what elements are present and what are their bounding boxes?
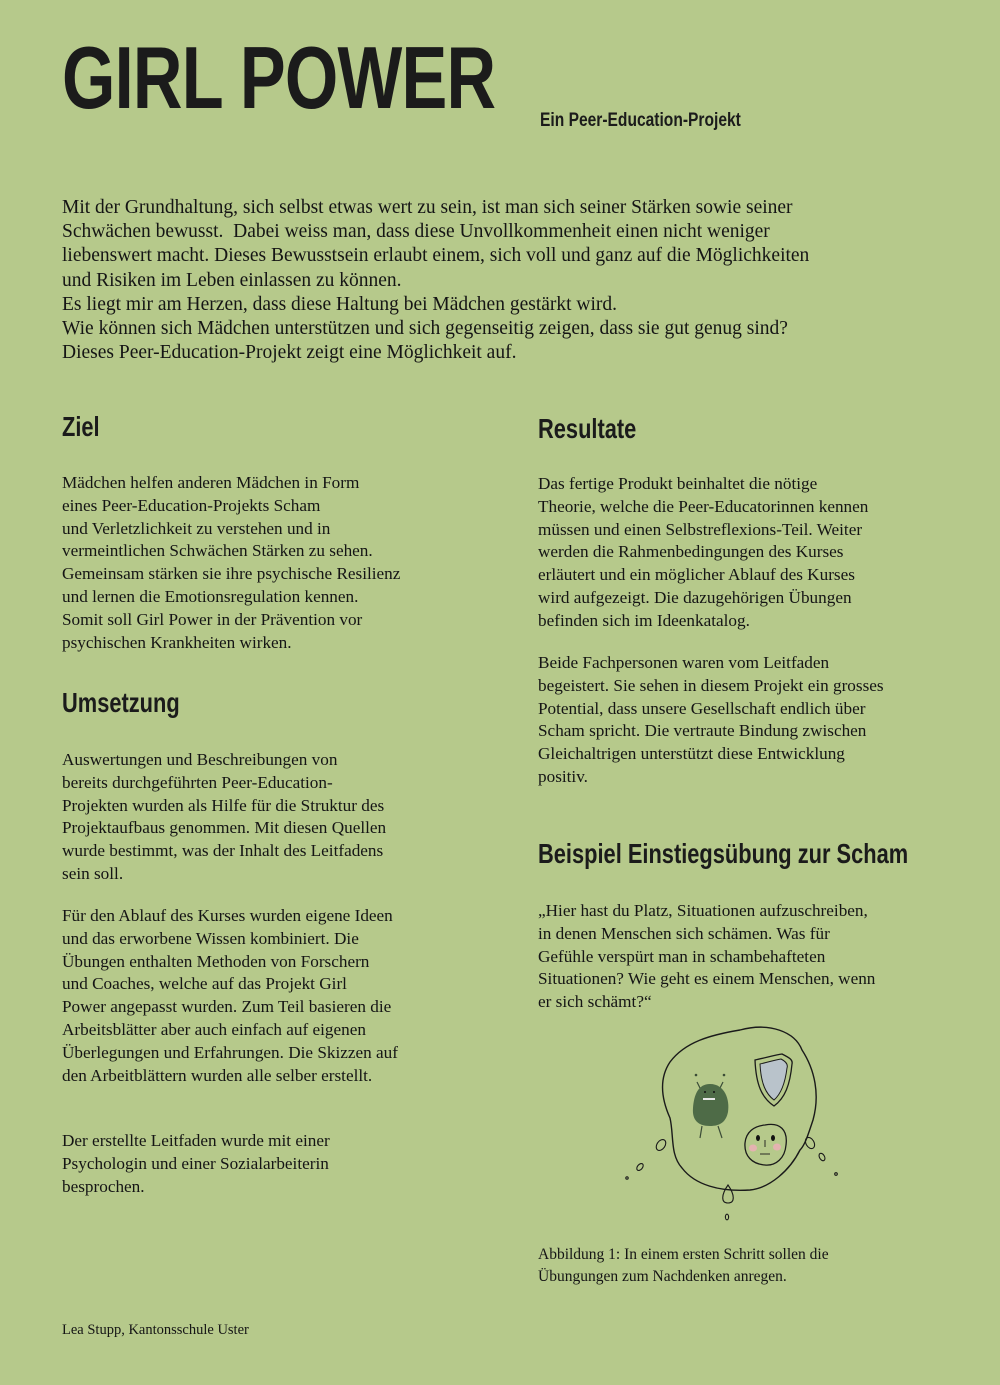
text-line: und das erworbene Wissen kombiniert. Die — [62, 928, 359, 948]
text-line: Gleichaltrigen unterstützt diese Entwicklung — [538, 744, 845, 764]
heading-ziel: Ziel — [62, 411, 100, 442]
text-line: befinden sich im Ideenkatalog. — [538, 610, 750, 630]
ziel-text — [62, 472, 482, 654]
beispiel-quote — [538, 900, 948, 1014]
resultate-paragraph-2 — [538, 652, 948, 789]
intro-line: Wie können sich Mädchen unterstützen und sich gegenseitig zeigen, dass sie gut genug sind? — [62, 318, 788, 340]
text-line: Gemeinsam stärken sie ihre psychische Resilienz — [62, 564, 401, 584]
text-line: wurde bestimmt, was der Inhalt des Leitfadens — [62, 841, 384, 861]
text-line: Projektaufbaus genommen. Mit diesen Quellen — [62, 818, 387, 838]
umsetzung-paragraph-3 — [62, 1130, 482, 1198]
figure-caption — [538, 1244, 938, 1287]
text-line: Power angepasst wurden. Zum Teil basieren die — [62, 997, 392, 1017]
text-line: positiv. — [538, 766, 588, 786]
umsetzung-paragraph-2 — [62, 905, 482, 1087]
text-line: den Arbeitblättern wurden alle selber erstellt. — [62, 1065, 373, 1085]
text-line: Überlegungen und Erfahrungen. Die Skizzen auf — [62, 1042, 398, 1062]
text-line: wird aufgezeigt. Die dazugehörigen Übungen — [538, 587, 852, 607]
text-line: Gefühle verspürt man in schambehafteten — [538, 946, 826, 966]
text-line: Mädchen helfen anderen Mädchen in Form — [62, 473, 360, 492]
smiling-face-icon — [745, 1124, 786, 1165]
page-title: GIRL POWER — [62, 28, 496, 127]
thought-bubble-outline — [662, 1027, 816, 1190]
droplets — [626, 1136, 838, 1220]
caption-line: Übungungen zum Nachdenken anregen. — [538, 1267, 787, 1285]
shield-icon — [755, 1054, 792, 1106]
text-line: müssen und einen Selbstreflexions-Teil. Weiter — [538, 519, 863, 539]
text-line: Das fertige Produkt beinhaltet die nötige — [538, 474, 818, 493]
text-line: Der erstellte Leitfaden wurde mit einer — [62, 1131, 330, 1150]
text-line: sein soll. — [62, 863, 124, 883]
text-line: in denen Menschen sich schämen. Was für — [538, 923, 830, 943]
text-line: werden die Rahmenbedingungen des Kurses — [538, 542, 844, 562]
resultate-paragraph-1 — [538, 473, 948, 633]
text-line: Projekten wurden als Hilfe für die Struktur des — [62, 795, 385, 815]
intro-line: Es liegt mir am Herzen, dass diese Haltung bei Mädchen gestärkt wird. — [62, 293, 618, 315]
intro-text — [62, 196, 942, 365]
umsetzung-paragraph-1 — [62, 749, 482, 886]
intro-line: Dieses Peer-Education-Projekt zeigt eine Möglichkeit auf. — [62, 342, 517, 364]
text-line: Scham spricht. Die vertraute Bindung zwischen — [538, 721, 867, 741]
text-line: „Hier hast du Platz, Situationen aufzuschreiben, — [538, 901, 868, 920]
text-line: eines Peer-Education-Projekts Scham — [62, 495, 321, 515]
heading-beispiel: Beispiel Einstiegsübung zur Scham — [538, 838, 909, 869]
text-line: Theorie, welche die Peer-Educatorinnen kennen — [538, 496, 869, 516]
text-line: Arbeitsblätter aber auch einfach auf eigenen — [62, 1019, 366, 1039]
heading-umsetzung: Umsetzung — [62, 687, 180, 718]
footer-credit: Lea Stupp, Kantonsschule Uster — [62, 1322, 249, 1338]
intro-line: Schwächen bewusst. Dabei weiss man, dass diese Unvollkommenheit einen nicht weniger — [62, 221, 770, 243]
page-subtitle: Ein Peer-Education-Projekt — [540, 110, 741, 131]
text-line: Übungen enthalten Methoden von Forschern — [62, 951, 370, 971]
text-line: erläutert und ein möglicher Ablauf des Kurses — [538, 565, 855, 585]
text-line: Beide Fachpersonen waren vom Leitfaden — [538, 653, 830, 672]
text-line: Somit soll Girl Power in der Prävention vor — [62, 609, 363, 629]
caption-line: Abbildung 1: In einem ersten Schritt sollen die — [538, 1246, 829, 1263]
intro-line: Mit der Grundhaltung, sich selbst etwas wert zu sein, ist man sich seiner Stärken sowie seiner — [62, 197, 793, 218]
text-line: Für den Ablauf des Kurses wurden eigene Ideen — [62, 906, 393, 925]
text-line: Potential, dass unsere Gesellschaft endlich über — [538, 698, 866, 718]
creature-icon — [693, 1074, 729, 1138]
intro-line: und Risiken im Leben einlassen zu können. — [62, 269, 402, 291]
text-line: und Verletzlichkeit zu verstehen und in — [62, 518, 331, 538]
text-line: und lernen die Emotionsregulation kennen. — [62, 586, 359, 606]
text-line: bereits durchgeführten Peer-Education- — [62, 772, 333, 792]
illustration-figure — [610, 1020, 870, 1230]
text-line: und Coaches, welche auf das Projekt Girl — [62, 974, 347, 994]
text-line: Situationen? Wie geht es einem Menschen, wenn — [538, 969, 876, 989]
text-line: psychischen Krankheiten wirken. — [62, 632, 292, 652]
text-line: Auswertungen und Beschreibungen von — [62, 750, 338, 769]
heading-resultate: Resultate — [538, 413, 637, 444]
intro-line: liebenswert macht. Dieses Bewusstsein erlaubt einem, sich voll und ganz auf die Möglichkeiten — [62, 245, 810, 267]
text-line: er sich schämt?“ — [538, 992, 652, 1012]
text-line: besprochen. — [62, 1176, 145, 1196]
text-line: Psychologin und einer Sozialarbeiterin — [62, 1153, 329, 1173]
text-line: vermeintlichen Schwächen Stärken zu sehen. — [62, 541, 373, 561]
text-line: begeistert. Sie sehen in diesem Projekt ein grosses — [538, 675, 884, 695]
